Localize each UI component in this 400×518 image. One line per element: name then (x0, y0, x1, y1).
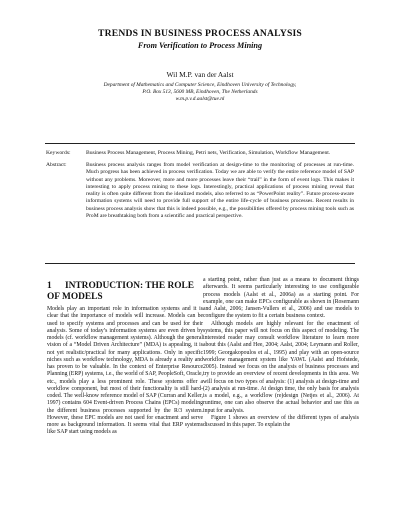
paper-title: TRENDS IN BUSINESS PROCESS ANALYSIS (98, 28, 302, 39)
section-title: INTRODUCTION: THE ROLE OF MODELS (47, 281, 195, 302)
section-number: 1 (47, 281, 52, 291)
abstract-label: Abstract: (46, 162, 67, 168)
right-paragraph-3: Figure 1 shows an overview of the different types of analysis discussed in this paper. To explain the (203, 414, 359, 428)
author-email: w.m.p.v.d.aalst@tue.nl (175, 96, 225, 102)
section-heading (47, 281, 207, 303)
paper-subtitle: From Verification to Process Mining (137, 41, 263, 50)
right-paragraph-2: Although models are highly relevant for the enactment of systems, this paper will not focus on this aspect of modeling. The interested reader may consult workflow literature to learn more about this (Aalst and Hee, 2004; Aalst, 2004; Leymann and Roller, 1999; Georgakopoulos et al., 1995) and play with an open-source workflow management system like YAWL (Aalst and Hofstede, 2005). Instead we focus on the analysis of business processes and try to provide an overview of recent developments in this area. We will focus on two types of analysis: (1) analysis at design-time and (2) analysis at run-time. At design time, the only basis for analysis is a model, e.g., a workflow (re)design (Netjes et al., 2006). At runtime, one can also observe the actual behavior and use this as input for analysis. (203, 320, 359, 414)
left-paragraph-1: Models play an important role in information systems and it is clear that the importance of models will increase. Models can be used to specify systems and processes and can be used for their analysis. Some of today’s information systems are even driven by models (cf. workflow management systems). Although the general vision of a “Model Driven Architecture” (MDA) is appealing, it is not yet realistic/practical for many applications. Only in specific niches such as workflow technology, MDA is already a reality and has proven to be valuable. In the context of Enterprise Resource Planning (ERP) systems, i.e., the world of SAP, PeopleSoft, Oracle, etc., models play a less prominent role. These systems offer a workflow component, but most of their functionality is still hard-coded. The well-know reference model of SAP (Curran and Keller, 1997) contains 604 Event-driven Process Chains (EPCs) modeling the different business processes supported by the R/3 system. However, these EPC models are not used for enactment and serve more as background information. It seems vital that ERP systems like SAP start using models as (47, 306, 203, 436)
affiliation-department: Department of Mathematics and Computer Science, Eindhoven University of Technology, (103, 82, 297, 88)
abstract-text: Business process analysis ranges from model verification at design-time to the monitoring of processes at run-time. Much progress has been achieved in process verification. Today we are able to verify the entire reference model of SAP without any problems. Moreover, more and more processes leave their “trail” in the form of event logs. This makes it interesting to apply process mining to these logs. Interestingly, practical applications of process mining reveal that reality is often quite different from the idealized models, also referred to as “PowerPoint reality”. Future process-aware information systems will need to provide full support of the entire life-cycle of business processes. Recent results in business process analysis show that this is indeed possible, e.g., the possibilities offered by process mining tools such as ProM are breathtaking both from a scientific and practical perspective. (86, 162, 354, 219)
top-divider (45, 143, 355, 144)
left-column (47, 306, 203, 437)
bottom-divider (45, 263, 355, 264)
right-paragraph-1: a starting point, rather than just as a means to document things afterwards. It seems particularly interesting to use configurable process models (Aalst et al., 2006a) as a starting point. For example, one can make EPCs configurable as shown in (Rosemann and Aalst, 2006; Jansen-Vullers et al., 2006) and use models to configure the system to fit a certain business context. (203, 277, 359, 320)
author-name: Wil M.P. van der Aalst (166, 70, 234, 79)
keywords-text: Business Process Management, Process Mining, Petri nets, Verification, Simulation, Workflow Management. (86, 150, 331, 156)
right-column (203, 277, 359, 429)
affiliation-address: P.O. Box 513, 5600 MB, Eindhoven, The Netherlands (142, 89, 258, 95)
keywords-label: Keywords: (46, 150, 71, 156)
